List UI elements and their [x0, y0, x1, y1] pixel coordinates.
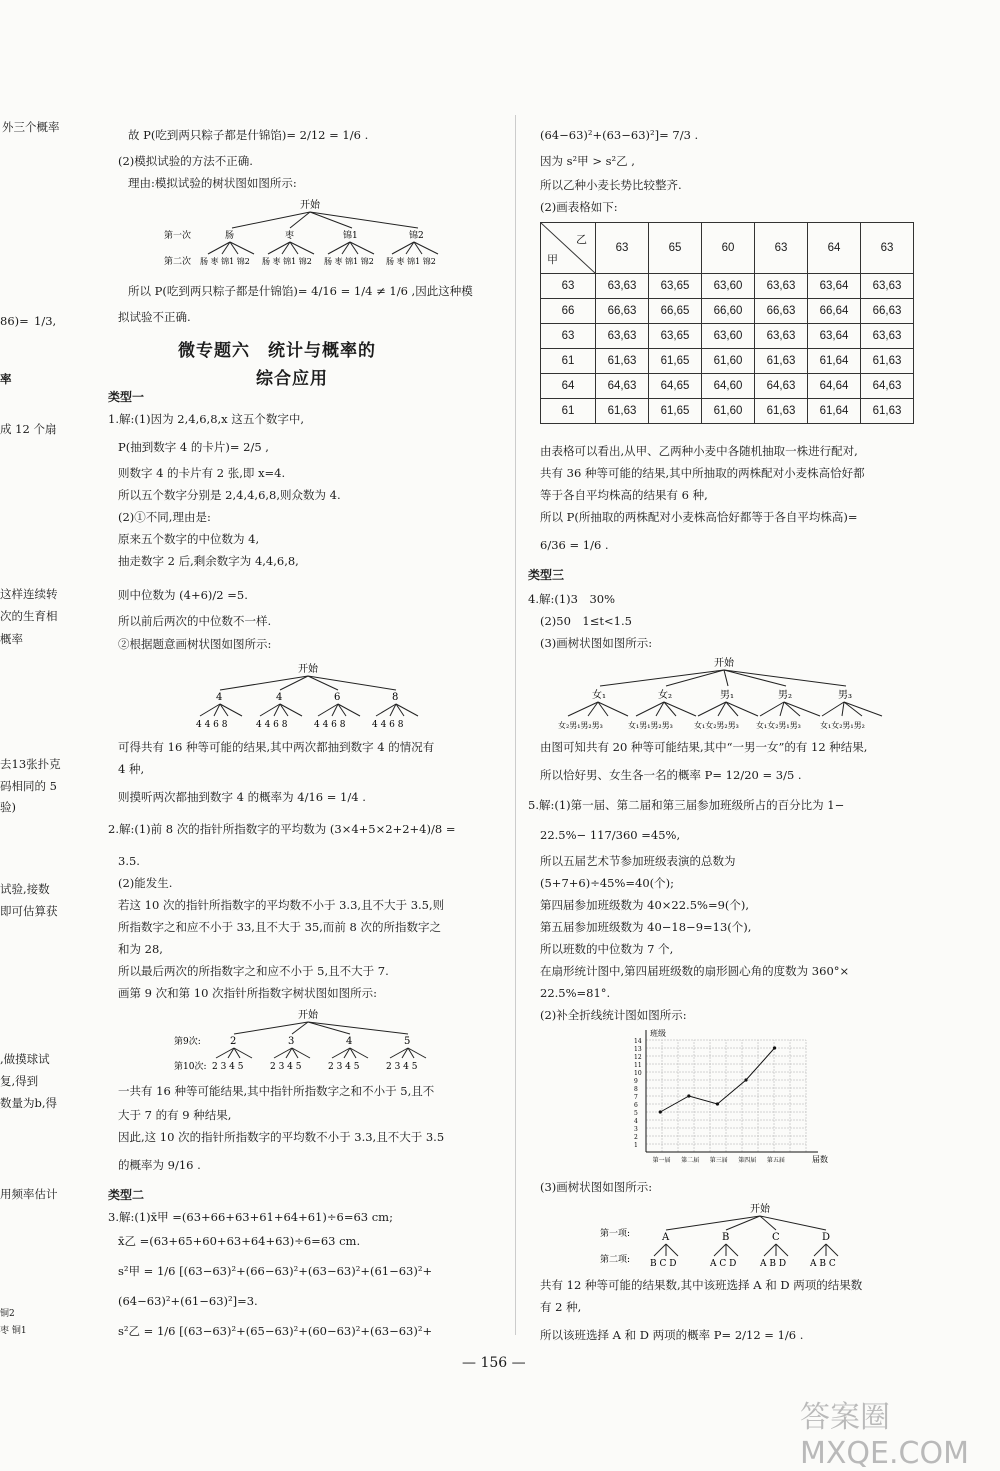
table-cell: 64,65 [649, 374, 702, 399]
tree-diagram-cards [190, 660, 430, 730]
answer-line: (3)画树状图如图所示: [540, 1180, 653, 1194]
watermark-logo: 答案圈 MXQE.COM [800, 1400, 969, 1471]
col-header: 65 [649, 223, 702, 274]
answer-line: 5.解:(1)第一届、第二届和第三届参加班级所占的百分比为 1− [528, 798, 845, 812]
answer-line: 则数字 4 的卡片有 2 张,即 x=4. [118, 466, 286, 480]
answer-line: 大于 7 的有 9 种结果, [118, 1108, 232, 1122]
fragment: 枣 铜1 [0, 1326, 27, 1336]
answer-line: 4.解:(1)3 30% [528, 592, 616, 606]
x-tick-label: 第二届 [681, 1157, 700, 1164]
table-cell: 63,65 [649, 274, 702, 299]
table-cell: 63,63 [596, 274, 649, 299]
tree-leaves: 4 4 6 8 [372, 720, 404, 730]
tree-diagram-items [600, 1200, 860, 1270]
tree-node: C [772, 1232, 780, 1243]
answer-line: 1.解:(1)因为 2,4,6,8,x 这五个数字中, [108, 412, 304, 426]
table-cell: 61,63 [755, 399, 808, 424]
answer-line: 抽走数字 2 后,剩余数字为 4,4,6,8, [118, 554, 299, 568]
table-cell: 61,63 [861, 399, 914, 424]
answer-line: (2)①不同,理由是: [118, 510, 211, 524]
type-heading: 类型一 [108, 390, 145, 404]
table-cell: 66,65 [649, 299, 702, 324]
tree-row-label: 第一次 [164, 231, 192, 241]
fragment: 1/3, [34, 314, 57, 328]
answer-line: 所以该班选择 A 和 D 两项的概率 P= 2/12 = 1/6 . [540, 1328, 804, 1342]
table-cell: 61,65 [649, 349, 702, 374]
table-cell: 63,63 [596, 324, 649, 349]
table-cell: 63,63 [861, 274, 914, 299]
y-tick-label: 8 [634, 1086, 638, 1093]
table-cell: 63,60 [702, 274, 755, 299]
tree-row-label: 第二次 [164, 257, 192, 267]
table-cell: 63,63 [861, 324, 914, 349]
answer-line: 因为 s²甲 > s²乙 , [540, 154, 635, 168]
table-cell: 64,63 [755, 374, 808, 399]
data-point [687, 1094, 690, 1097]
tree-leaves: 肠 枣 锦1 锦2 [200, 257, 250, 266]
y-tick-label: 3 [634, 1126, 638, 1133]
y-tick-label: 9 [634, 1078, 638, 1085]
answer-line: (2)能发生. [118, 876, 173, 890]
y-tick-label: 1 [634, 1142, 638, 1149]
table-cell: 66,60 [702, 299, 755, 324]
answer-line: (64−63)²+(61−63)²]=3. [118, 1294, 258, 1308]
fragment: 码相同的 5 [0, 779, 57, 793]
answer-line: 的概率为 9/16 . [118, 1158, 201, 1172]
table-cell: 61,64 [808, 399, 861, 424]
data-point [744, 1078, 747, 1081]
answer-line: 所以恰好男、女生各一名的概率 P= 12/20 = 3/5 . [540, 768, 802, 782]
tree-node: 男₁ [720, 690, 735, 701]
table-cell: 61,63 [596, 399, 649, 424]
answer-line: 所以五个数字分别是 2,4,4,6,8,则众数为 4. [118, 488, 341, 502]
answer-line: 则摸听两次都抽到数字 4 的概率为 4/16 = 1/4 . [118, 790, 366, 804]
answer-line: 在扇形统计图中,第四届班级数的扇形圆心角的度数为 360°× [540, 964, 850, 978]
tree-leaves: 4 4 6 8 [196, 720, 228, 730]
x-tick-label: 第五届 [766, 1157, 785, 1164]
answer-line: 所以班数的中位数为 7 个, [540, 942, 674, 956]
fragment: 去13张扑克 [0, 757, 61, 771]
table-row [541, 349, 914, 374]
table-row [541, 299, 914, 324]
table-cell: 66,63 [755, 299, 808, 324]
answer-line: 所以五届艺术节参加班级表演的总数为 [540, 854, 736, 868]
section-title: 微专题六 统计与概率的 [178, 341, 376, 361]
answer-line: 第五届参加班级数为 40−18−9=13(个), [540, 920, 752, 934]
answer-line: 所以最后两次的所指数字之和应不小于 5,且不大于 7. [118, 964, 389, 978]
answer-line: 4 种, [118, 762, 145, 776]
tree-root: 开始 [714, 658, 734, 669]
answer-line: (2)画表格如下: [540, 200, 618, 214]
tree-leaves: 4 4 6 8 [314, 720, 346, 730]
answer-line: 理由:模拟试验的树状图如图所示: [128, 176, 297, 190]
row-header: 61 [541, 399, 596, 424]
table-cell: 63,63 [755, 324, 808, 349]
column-divider [515, 115, 516, 1335]
y-tick-label: 4 [634, 1118, 638, 1125]
fragment: 验) [0, 800, 16, 814]
tree-node: D [822, 1232, 831, 1243]
row-header: 66 [541, 299, 596, 324]
corner-label-jia: 甲 [547, 254, 558, 266]
fragment: 数量为b,得 [0, 1096, 58, 1110]
answer-line: 所以 P(吃到两只粽子都是什锦馅)= 4/16 = 1/4 ≠ 1/6 ,因此这种模 [128, 284, 473, 298]
table-cell: 61,60 [702, 399, 755, 424]
answer-line: 因此,这 10 次的指针所指数字的平均数不小于 3.3,且不大于 3.5 [118, 1130, 445, 1144]
table-cell: 64,64 [808, 374, 861, 399]
row-header: 61 [541, 349, 596, 374]
tree-leaves: 肠 枣 锦1 锦2 [386, 257, 436, 266]
answer-line: 2.解:(1)前 8 次的指针所指数字的平均数为 (3×4+5×2+2+4)/8 = [108, 822, 456, 836]
answer-line: 故 P(吃到两只粽子都是什锦馅)= 2/12 = 1/6 . [128, 128, 369, 142]
tree-leaves: 2 3 4 5 [386, 1062, 418, 1072]
tree-row-label: 第10次: [174, 1062, 207, 1072]
tree-row-label: 第一项: [600, 1229, 631, 1239]
answer-line: 所以 P(所抽取的两株配对小麦株高恰好都等于各自平均株高)= [540, 510, 858, 524]
tree-leaves: A B D [760, 1259, 787, 1269]
data-point [773, 1046, 776, 1049]
answer-line: 可得共有 16 种等可能的结果,其中两次都抽到数字 4 的情况有 [118, 740, 435, 754]
col-header: 63 [755, 223, 808, 274]
table-corner [541, 223, 596, 274]
tree-node: 锦2 [409, 231, 424, 241]
table-cell: 64,63 [861, 374, 914, 399]
data-point [716, 1102, 719, 1105]
answer-line: (2)模拟试验的方法不正确. [118, 154, 253, 168]
data-point [659, 1110, 662, 1113]
y-tick-label: 2 [634, 1134, 638, 1141]
tree-node: 锦1 [343, 231, 358, 241]
answer-line: (3)画树状图如图所示: [540, 636, 653, 650]
tree-leaves: 女₁男₁男₂男₃ [628, 721, 673, 730]
tree-leaves: 肠 枣 锦1 锦2 [262, 257, 312, 266]
tree-leaves: 女₁女₂男₁男₂ [820, 721, 865, 730]
tree-root: 开始 [298, 1010, 318, 1021]
fragment: 铜2 [0, 1309, 15, 1319]
tree-diagram-zongzi [160, 196, 480, 270]
answer-line: ②根据题意画树状图如图所示: [118, 637, 272, 651]
col-header: 64 [808, 223, 861, 274]
tree-node: B [722, 1232, 730, 1243]
table-cell: 63,65 [649, 324, 702, 349]
answer-line: (64−63)²+(63−63)²]= 7/3 . [540, 128, 699, 142]
table-cell: 63,64 [808, 324, 861, 349]
table-header-row [541, 223, 914, 274]
tree-leaves: 肠 枣 锦1 锦2 [324, 257, 374, 266]
tree-node: 5 [404, 1036, 411, 1047]
fragment: 86)= [0, 314, 29, 328]
y-tick-label: 12 [634, 1054, 642, 1061]
answer-line: 22.5%− 117/360 =45%, [540, 828, 681, 842]
tree-leaves: A B C [810, 1259, 836, 1269]
tree-leaves: 女₂男₁男₂男₃ [558, 721, 603, 730]
answer-line: 有 2 种, [540, 1300, 582, 1314]
fragment: 率 [0, 372, 12, 386]
fragment: 即可估算获 [0, 904, 58, 918]
tree-node: 4 [346, 1036, 353, 1047]
answer-line: 若这 10 次的指针所指数字的平均数不小于 3.3,且不大于 3.5,则 [118, 898, 445, 912]
table-row [541, 399, 914, 424]
table-cell: 61,60 [702, 349, 755, 374]
tree-diagram-spinner [170, 1006, 430, 1072]
table-row [541, 324, 914, 349]
table-cell: 64,63 [596, 374, 649, 399]
fragment: 次的生育相 [0, 609, 58, 623]
table-cell: 61,65 [649, 399, 702, 424]
y-tick-label: 5 [634, 1110, 638, 1117]
tree-node: 枣 [285, 231, 295, 241]
tree-node: A [662, 1232, 670, 1243]
fragment: 概率 [0, 632, 23, 646]
tree-leaves: 2 3 4 5 [270, 1062, 302, 1072]
answer-line: 共有 36 种等可能的结果,其中所抽取的两株配对小麦株高恰好都 [540, 466, 865, 480]
line-chart-classes [620, 1024, 840, 1174]
tree-node: 女₁ [592, 690, 607, 701]
table-cell: 61,63 [755, 349, 808, 374]
fragment: 复,得到 [0, 1074, 39, 1088]
tree-row-label: 第9次: [174, 1037, 201, 1047]
answer-line: (2)50 1≤t<1.5 [540, 614, 632, 628]
table-cell: 66,63 [596, 299, 649, 324]
page-number: — 156 — [462, 1355, 526, 1371]
fragment: 这样连续转 [0, 587, 58, 601]
fragment: 外三个概率 [2, 120, 60, 134]
tree-node: 2 [230, 1036, 237, 1047]
tree-node: 4 [216, 692, 223, 703]
table-cell: 66,63 [861, 299, 914, 324]
y-tick-label: 6 [634, 1102, 638, 1109]
tree-leaves: 4 4 6 8 [256, 720, 288, 730]
answer-line: 拟试验不正确. [118, 310, 191, 324]
chart-y-label: 班级 [650, 1029, 666, 1038]
answer-line: 一共有 16 种等可能结果,其中指针所指数字之和不小于 5,且不 [118, 1084, 435, 1098]
fragment: ,做摸球试 [0, 1052, 50, 1066]
fragment: 成 12 个扇 [0, 422, 57, 436]
tree-root: 开始 [298, 664, 318, 675]
y-tick-label: 10 [634, 1070, 642, 1077]
fragment: 用频率估计 [0, 1187, 58, 1201]
col-header: 60 [702, 223, 755, 274]
table-cell: 61,63 [596, 349, 649, 374]
answer-line: 由表格可以看出,从甲、乙两种小麦中各随机抽取一株进行配对, [540, 444, 858, 458]
tree-node: 3 [288, 1036, 295, 1047]
table-cell: 61,63 [861, 349, 914, 374]
row-header: 63 [541, 274, 596, 299]
answer-line: 等于各自平均株高的结果有 6 种, [540, 488, 708, 502]
tree-leaves: A C D [710, 1259, 737, 1269]
table-cell: 63,60 [702, 324, 755, 349]
tree-leaves: 女₁女₂男₂男₃ [694, 721, 739, 730]
x-tick-label: 第四届 [738, 1157, 757, 1164]
y-tick-label: 7 [634, 1094, 638, 1101]
tree-node: 男₃ [838, 690, 853, 701]
answer-line: s²甲 = 1/6 [(63−63)²+(66−63)²+(63−63)²+(61−63)²+ [118, 1264, 433, 1278]
left-column-fragments [0, 0, 90, 1400]
answer-line: 22.5%=81°. [540, 986, 611, 1000]
answer-line: 6/36 = 1/6 . [540, 538, 609, 552]
answer-line: 由图可知共有 20 种等可能结果,其中“一男一女”的有 12 种结果, [540, 740, 868, 754]
x-tick-label: 第一届 [652, 1157, 671, 1164]
col-header: 63 [596, 223, 649, 274]
table-cell: 64,60 [702, 374, 755, 399]
table-row [541, 274, 914, 299]
corner-label-yi: 乙 [576, 234, 587, 246]
answer-line: s²乙 = 1/6 [(63−63)²+(65−63)²+(60−63)²+(63−63)²+ [118, 1324, 433, 1338]
answer-line: 第四届参加班级数为 40×22.5%=9(个), [540, 898, 750, 912]
tree-node: 男₂ [778, 690, 793, 701]
row-header: 64 [541, 374, 596, 399]
tree-root: 开始 [300, 200, 320, 211]
tree-node: 6 [334, 692, 341, 703]
row-header: 63 [541, 324, 596, 349]
answer-line: P(抽到数字 4 的卡片)= 2/5 , [118, 440, 269, 454]
tree-node: 肠 [225, 231, 235, 241]
type-heading: 类型二 [108, 1188, 145, 1202]
answer-line: 所指数字之和应不小于 33,且不大于 35,而前 8 次的所指数字之 [118, 920, 442, 934]
table-row [541, 374, 914, 399]
table-cell: 66,64 [808, 299, 861, 324]
fragment: 试验,接数 [0, 882, 50, 896]
tree-node: 女₂ [658, 690, 673, 701]
answer-line: x̄乙 =(63+65+60+63+64+63)÷6=63 cm. [118, 1234, 361, 1248]
type-heading: 类型三 [528, 568, 565, 582]
answer-line: 和为 28, [118, 942, 163, 956]
tree-row-label: 第二项: [600, 1255, 631, 1265]
answer-line: (5+7+6)÷45%=40(个); [540, 876, 675, 890]
chart-x-label: 届数 [812, 1155, 828, 1164]
col-header: 63 [861, 223, 914, 274]
tree-root: 开始 [750, 1204, 770, 1215]
table-cell: 61,64 [808, 349, 861, 374]
answer-line: 所以前后两次的中位数不一样. [118, 614, 272, 628]
answer-line: 原来五个数字的中位数为 4, [118, 532, 260, 546]
y-tick-label: 14 [634, 1038, 642, 1045]
answer-line: (2)补全折线统计图如图所示: [540, 1008, 687, 1022]
table-cell: 63,63 [755, 274, 808, 299]
y-tick-label: 13 [634, 1046, 642, 1053]
answer-line: 共有 12 种等可能的结果数,其中该班选择 A 和 D 两项的结果数 [540, 1278, 863, 1292]
answer-line: 所以乙种小麦长势比较整齐. [540, 178, 682, 192]
tree-leaves: 2 3 4 5 [328, 1062, 360, 1072]
tree-diagram-students [538, 654, 898, 734]
answer-line: 画第 9 次和第 10 次指针所指数字树状图如图所示: [118, 986, 377, 1000]
answer-line: 3.解:(1)x̄甲 =(63+66+63+61+64+61)÷6=63 cm; [108, 1210, 393, 1224]
y-tick-label: 11 [634, 1062, 642, 1069]
tree-leaves: 2 3 4 5 [212, 1062, 244, 1072]
pairing-table [540, 222, 914, 424]
tree-leaves: B C D [650, 1259, 677, 1269]
table-cell: 63,64 [808, 274, 861, 299]
answer-line: 则中位数为 (4+6)/2 =5. [118, 588, 248, 602]
tree-leaves: 女₁女₂男₁男₃ [756, 721, 801, 730]
x-tick-label: 第三届 [709, 1157, 728, 1164]
tree-node: 8 [392, 692, 399, 703]
section-title-2: 综合应用 [256, 369, 328, 389]
tree-node: 4 [276, 692, 283, 703]
answer-line: 3.5. [118, 854, 140, 868]
